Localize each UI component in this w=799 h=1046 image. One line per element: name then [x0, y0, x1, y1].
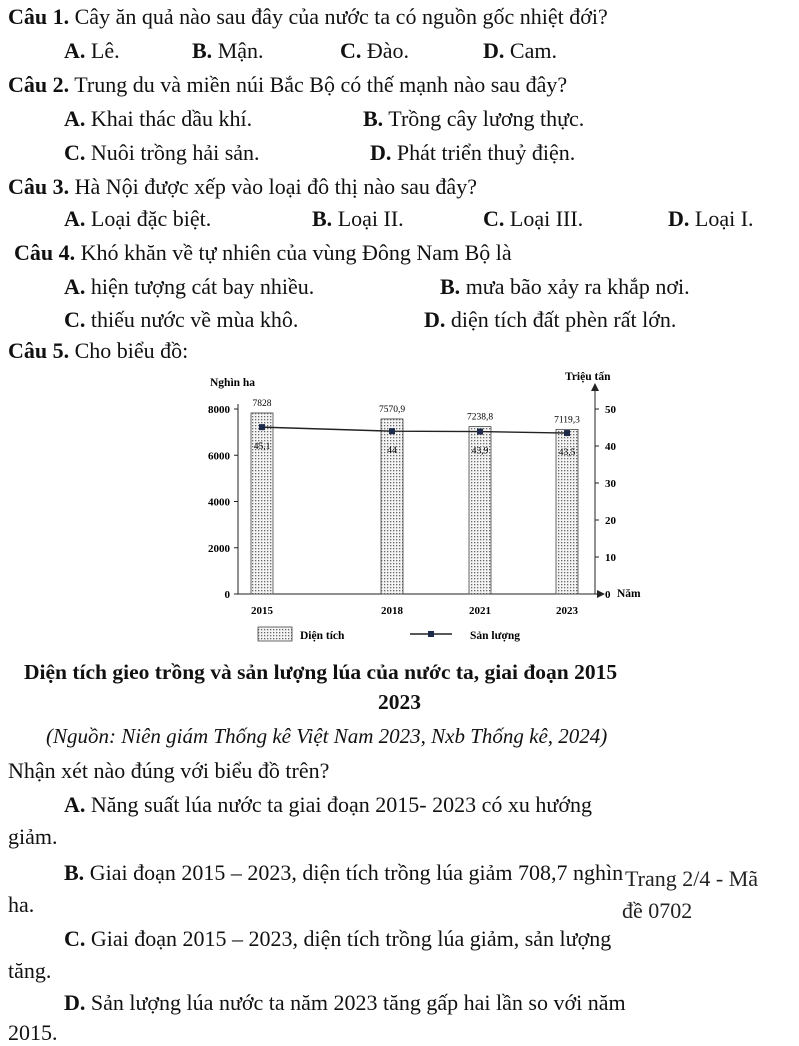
option-key: C. — [64, 307, 86, 332]
option-text: Giai đoạn 2015 – 2023, diện tích trồng lúa giảm, sản lượng — [85, 926, 612, 951]
line-value-label: 44 — [387, 446, 397, 457]
option-key: A. — [64, 206, 86, 231]
x-tick-label: 2023 — [556, 605, 578, 617]
right-axis-title: Triệu tấn — [565, 371, 611, 383]
option-key: A. — [64, 274, 86, 299]
option-key: A. — [64, 38, 86, 63]
page-footer-page: Trang 2/4 - Mã — [625, 866, 759, 891]
option-text: Loại I. — [689, 206, 754, 231]
x-tick-label: 2018 — [381, 605, 403, 617]
option-key: D. — [370, 140, 392, 165]
q2-option-c[interactable] — [64, 140, 260, 166]
q2-text: Trung du và miền núi Bắc Bộ có thế mạnh nào sau đây? — [69, 72, 568, 97]
q4-number: Câu 4. — [14, 240, 76, 265]
legend-line-marker — [428, 631, 434, 637]
legend-bar-label: Diện tích — [300, 630, 345, 642]
q1-option-d[interactable] — [483, 38, 557, 64]
chart-caption-year: 2023 — [378, 690, 421, 714]
option-text: Loại đặc biệt. — [85, 206, 212, 231]
legend-line-label: Sản lượng — [470, 630, 521, 642]
option-text: Năng suất lúa nước ta giai đoạn 2015- 2023 có xu hướng — [85, 792, 592, 817]
bar-value-label: 7119,3 — [554, 415, 580, 426]
right-tick-label: 10 — [605, 552, 616, 564]
option-text: Phát triển thuỷ điện. — [391, 140, 576, 165]
q3-option-c[interactable] — [483, 206, 583, 232]
q1-option-b[interactable] — [192, 38, 264, 64]
q5-option-b[interactable] — [64, 860, 623, 886]
option-text: Lê. — [85, 38, 120, 63]
option-text: hiện tượng cát bay nhiều. — [85, 274, 315, 299]
option-text: Khai thác dầu khí. — [85, 106, 253, 131]
left-tick-label: 0 — [224, 589, 230, 601]
q4-option-c[interactable] — [64, 307, 298, 333]
q3-option-d[interactable] — [668, 206, 754, 232]
option-text: Mận. — [212, 38, 264, 63]
q4-option-a[interactable] — [64, 274, 314, 300]
q3-option-b[interactable] — [312, 206, 404, 232]
q5-prompt: Nhận xét nào đúng với biểu đồ trên? — [8, 758, 330, 783]
q2-stem — [8, 72, 567, 98]
q5-option-a-cont: giảm. — [8, 824, 58, 849]
q3-text: Hà Nội được xếp vào loại đô thị nào sau đây? — [69, 174, 477, 199]
bar-dien-tich — [251, 413, 273, 594]
line-value-label: 43,5 — [558, 448, 576, 459]
option-key: C. — [64, 926, 86, 951]
option-key: D. — [64, 990, 86, 1015]
option-key: A. — [64, 106, 86, 131]
bar-dien-tich — [381, 419, 403, 594]
right-tick-label: 40 — [605, 441, 616, 453]
x-tick-label: 2015 — [251, 605, 273, 617]
option-text: Sản lượng lúa nước ta năm 2023 tăng gấp hai lần so với năm — [85, 990, 626, 1015]
q1-text: Cây ăn quả nào sau đây của nước ta có nguồn gốc nhiệt đới? — [69, 4, 608, 29]
left-axis-title: Nghìn ha — [210, 377, 256, 389]
right-axis-arrow — [591, 383, 599, 391]
q5-number: Câu 5. — [8, 338, 70, 363]
q2-number: Câu 2. — [8, 72, 70, 97]
option-key: C. — [340, 38, 362, 63]
combo-chart — [180, 362, 660, 652]
left-tick-label: 2000 — [208, 542, 230, 555]
q4-text: Khó khăn về tự nhiên của vùng Đông Nam Bộ là — [75, 240, 512, 265]
option-key: C. — [483, 206, 505, 231]
q3-number: Câu 3. — [8, 174, 70, 199]
option-key: D. — [668, 206, 690, 231]
line-value-label: 45,1 — [253, 442, 271, 453]
q5-option-c[interactable] — [64, 926, 611, 952]
x-tick-label: 2021 — [469, 605, 491, 617]
legend-bar-swatch — [258, 627, 292, 641]
line-point-san-luong — [477, 429, 483, 435]
option-key: B. — [192, 38, 213, 63]
left-tick-label: 6000 — [208, 450, 230, 463]
option-text: thiếu nước về mùa khô. — [85, 307, 299, 332]
q5-option-c-cont: tăng. — [8, 958, 52, 983]
option-text: Loại II. — [332, 206, 404, 231]
bar-value-label: 7828 — [252, 398, 272, 409]
right-tick-label: 20 — [605, 515, 616, 527]
x-axis-title: Năm — [617, 588, 641, 600]
q1-stem — [8, 4, 608, 30]
q2-option-a[interactable] — [64, 106, 252, 132]
line-point-san-luong — [389, 428, 395, 434]
page-footer-code: đề 0702 — [622, 898, 693, 923]
q5-stem — [8, 338, 188, 364]
line-value-label: 43,9 — [471, 446, 489, 457]
q4-option-d[interactable] — [424, 307, 676, 333]
right-tick-label: 50 — [605, 404, 616, 416]
option-key: C. — [64, 140, 86, 165]
q3-option-a[interactable] — [64, 206, 211, 232]
q5-option-d[interactable] — [64, 990, 626, 1016]
right-tick-label: 0 — [605, 589, 611, 601]
option-text: Loại III. — [504, 206, 584, 231]
option-text: Trồng cây lương thực. — [383, 106, 585, 131]
option-key: B. — [64, 860, 85, 885]
option-key: B. — [363, 106, 384, 131]
bar-value-label: 7570,9 — [378, 404, 406, 415]
option-key: A. — [64, 792, 86, 817]
q4-option-b[interactable] — [440, 274, 690, 300]
right-tick-label: 30 — [605, 478, 616, 490]
q5-option-a[interactable] — [64, 792, 592, 818]
option-key: D. — [483, 38, 505, 63]
q2-option-b[interactable] — [363, 106, 584, 132]
q5-option-d-cont: 2015. — [8, 1020, 58, 1045]
line-point-san-luong — [259, 424, 265, 430]
q1-option-a[interactable] — [64, 38, 120, 64]
x-axis-arrow — [597, 590, 605, 598]
option-text: mưa bão xảy ra khắp nơi. — [460, 274, 690, 299]
q2-option-d[interactable] — [370, 140, 575, 166]
left-tick-label: 4000 — [208, 496, 230, 509]
bar-value-label: 7238,8 — [466, 412, 494, 423]
q1-option-c[interactable] — [340, 38, 409, 64]
chart-source: (Nguồn: Niên giám Thống kê Việt Nam 2023, Nxb Thống kê, 2024) — [46, 724, 608, 748]
option-text: Giai đoạn 2015 – 2023, diện tích trồng lúa giảm 708,7 nghìn — [84, 860, 624, 885]
line-point-san-luong — [564, 430, 570, 436]
chart-caption: Diện tích gieo trồng và sản lượng lúa của nước ta, giai đoạn 2015 — [24, 660, 618, 684]
q4-stem — [14, 240, 512, 266]
left-tick-label: 8000 — [208, 404, 230, 416]
q5-option-b-cont: ha. — [8, 892, 35, 917]
option-text: Đào. — [361, 38, 410, 63]
q5-text: Cho biểu đồ: — [69, 338, 189, 363]
option-text: diện tích đất phèn rất lớn. — [445, 307, 677, 332]
option-key: B. — [440, 274, 461, 299]
line-san-luong — [262, 427, 567, 433]
q3-stem — [8, 174, 477, 200]
option-text: Nuôi trồng hải sản. — [85, 140, 260, 165]
option-text: Cam. — [504, 38, 557, 63]
option-key: D. — [424, 307, 446, 332]
option-key: B. — [312, 206, 333, 231]
q1-number: Câu 1. — [8, 4, 70, 29]
